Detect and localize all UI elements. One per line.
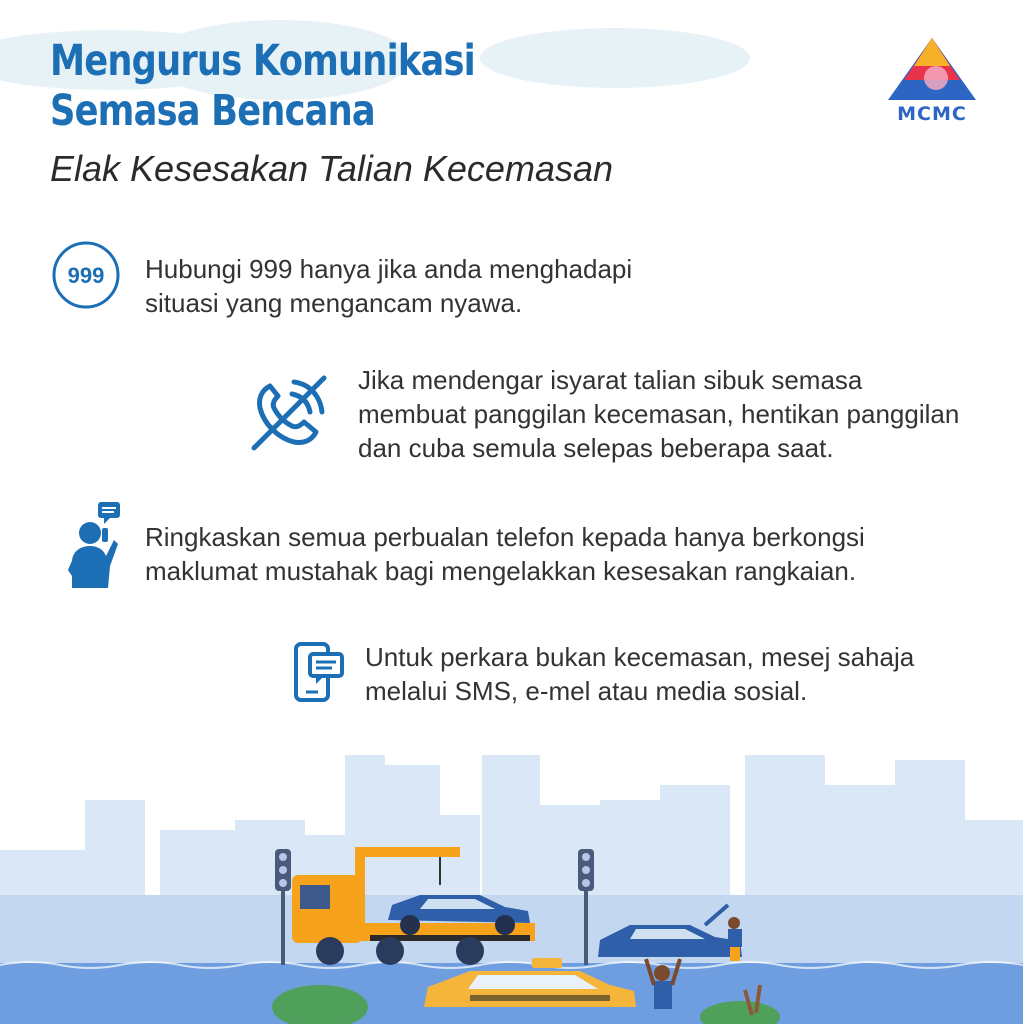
emergency-999-icon (51, 240, 121, 310)
page-title (50, 36, 475, 136)
person-on-phone-icon (64, 500, 126, 590)
tip-text-short-calls: Ringkaskan semua perbualan telefon kepada hanya berkongsi maklumat mustahak bagi mengelakkan kesesakan rangkaian. (145, 522, 865, 586)
title-line-2: Semasa Bencana (50, 86, 375, 136)
page-subtitle: Elak Kesesakan Talian Kecemasan (50, 148, 614, 189)
message-phone-icon (292, 640, 346, 704)
emergency-number-badge: 999 (67, 263, 105, 288)
tip-text-use-sms: Untuk perkara bukan kecemasan, mesej sahaja melalui SMS, e-mel atau media sosial. (365, 642, 915, 706)
flood-scene-illustration (0, 745, 1023, 1024)
mcmc-triangle-logo-icon (880, 36, 984, 122)
logo-text: MCMC (897, 103, 967, 122)
phone-off-icon (248, 372, 330, 454)
tip-text-call-999: Hubungi 999 hanya jika anda menghadapi situasi yang mengancam nyawa. (145, 254, 633, 318)
mcmc-logo (880, 36, 984, 122)
tip-text-busy-signal: Jika mendengar isyarat talian sibuk semasa membuat panggilan kecemasan, hentikan panggilan dan cuba semula selepas beberapa saat. (358, 365, 960, 463)
title-line-1: Mengurus Komunikasi (50, 36, 475, 86)
background-cloud (480, 28, 750, 88)
mechanic-person (728, 917, 742, 961)
